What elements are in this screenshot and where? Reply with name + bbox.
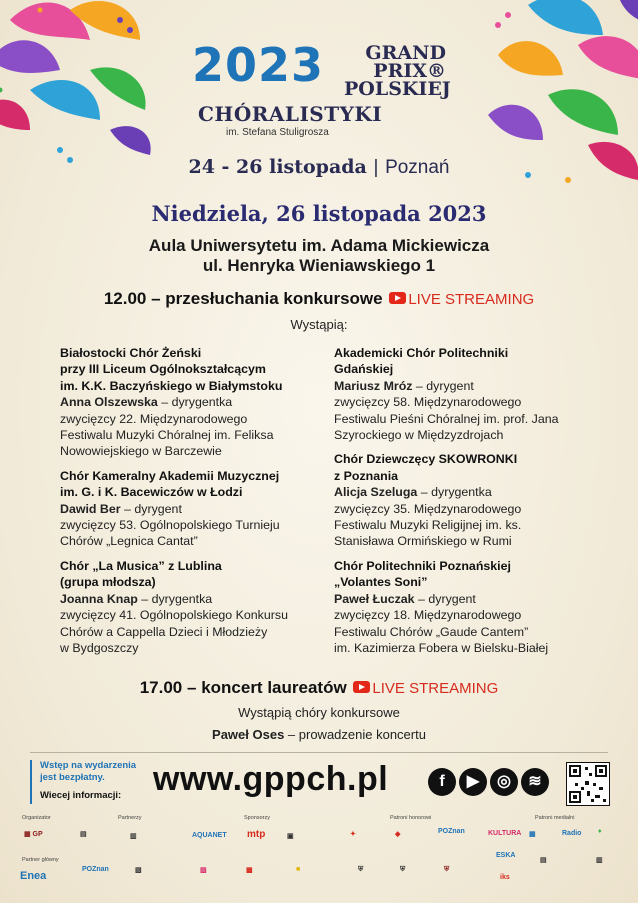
choir-conductor-line: [60, 591, 340, 607]
choir-award: zwycięzcy 18. Międzynarodowego Festiwalu Chórów „Gaude Cantem” im. Kazimierza Fobera w Bielsku-Białej: [334, 608, 549, 655]
media-patron-logo-iks: iks: [500, 874, 510, 881]
sponsor-logo: ▣: [287, 833, 294, 840]
honorary-patron-logo: ⛨: [400, 866, 406, 873]
honorary-patron-logo: ✦: [350, 831, 356, 838]
conductor-role: – dyrygentka: [137, 591, 213, 606]
choir-conductor-line: [334, 591, 614, 607]
live-streaming-link[interactable]: LIVE STREAMING: [372, 680, 499, 697]
label-partners: Partnerzy: [118, 815, 142, 821]
media-patron-logo: ▤: [540, 857, 547, 864]
conductor-name: Dawid Ber: [60, 501, 121, 516]
media-patron-logo-kultura: KULTURA: [488, 830, 522, 837]
conductor-name: Mariusz Mróz: [334, 378, 413, 393]
sponsor-logo: ▨: [200, 867, 207, 874]
choir-entry: [60, 468, 340, 550]
concert-performers: Wystąpią chóry konkursowe: [238, 705, 400, 720]
choir-conductor-line: [334, 378, 614, 394]
honorary-patron-logo: ⛨: [444, 866, 450, 873]
choir-name: Białostocki Chór Żeński przy III Liceum Ogólnokształcącym im. K.K. Baczyńskiego w Białymstoku: [60, 346, 283, 393]
choir-conductor-line: [334, 484, 614, 500]
partner-logo-poznan: POZnan: [82, 866, 109, 873]
conductor-role: – dyrygent: [414, 591, 476, 606]
sponsor-logo-mtp: mtp: [247, 829, 266, 840]
sponsor-logo: ■: [296, 866, 301, 873]
session-laureates-concert: 17.00 – koncert laureatów LIVE STREAMING: [139, 678, 499, 697]
choir-entry: [60, 558, 340, 656]
conductor-role: – dyrygentka: [157, 395, 233, 410]
festival-dates: 24 - 26 listopada | Poznań: [188, 156, 450, 178]
logo-title: GRAND PRIX® POLSKIEJ: [344, 42, 451, 100]
logo-patron: im. Stefana Stuligrosza: [226, 127, 329, 138]
youtube-icon: [389, 292, 406, 304]
main-partner-logo-enea: Enea: [20, 870, 47, 882]
label-honorary-patrons: Patroni honorowi: [390, 815, 432, 821]
choir-entry: [334, 558, 614, 656]
session-auditions: 12.00 – przesłuchania konkursowe LIVE STREAMING: [103, 289, 535, 308]
youtube-icon: [353, 681, 370, 693]
label-organizer: Organizator: [22, 815, 51, 821]
honorary-patron-logo: ⛨: [358, 866, 364, 873]
festival-logo: [192, 38, 452, 138]
choir-conductor-line: [60, 394, 340, 410]
conductor-name: Anna Olszewska: [60, 395, 158, 410]
choir-conductor-line: [60, 501, 340, 517]
choir-name: Chór Politechniki Poznańskiej „Volantes Soni”: [334, 558, 511, 590]
conductor-role: – dyrygent: [412, 378, 474, 393]
media-patron-logo: ▦: [529, 831, 536, 838]
media-patron-logo: ▥: [596, 857, 603, 864]
choirs-right-column: [334, 345, 614, 664]
floral-ornament-left: [0, 0, 170, 180]
choir-award: zwycięzcy 41. Ogólnopolskiego Konkursu Chórów a Cappella Dzieci i Młodzieży w Bydgoszczy: [60, 608, 288, 655]
free-entry-note: Wstęp na wydarzenia jest bezpłatny. Wiecej informacji:: [30, 760, 140, 804]
choir-entry: [60, 345, 340, 460]
performers-label: Wystąpią:: [290, 317, 348, 332]
choir-name: Chór „La Musica” z Lublina (grupa młodsza): [60, 558, 222, 590]
logo-title-last: CHÓRALISTYKI: [198, 102, 383, 126]
live-streaming-link[interactable]: LIVE STREAMING: [408, 291, 535, 308]
honorary-patron-logo: ◆: [395, 831, 401, 838]
conductor-name: Joanna Knap: [60, 591, 138, 606]
partner-logo: ▧: [135, 867, 142, 874]
partner-logo: ▤: [80, 831, 87, 838]
choir-name: Akademicki Chór Politechniki Gdańskiej: [334, 346, 509, 377]
organizer-logo: ▦ GP: [24, 831, 43, 838]
website-link[interactable]: www.gppch.pl: [153, 760, 389, 798]
sponsor-logo: ▩: [246, 867, 253, 874]
youtube-icon[interactable]: ▶: [459, 768, 487, 796]
media-patron-logo-radio: Radio: [562, 830, 582, 837]
media-patron-logo: ♦: [598, 828, 602, 835]
media-patron-logo-eska: ESKA: [496, 852, 516, 859]
sponsor-logo-aquanet: AQUANET: [192, 832, 227, 839]
instagram-icon[interactable]: ◎: [490, 768, 518, 796]
partner-logo: ▥: [130, 833, 137, 840]
label-media-patrons: Patroni medialni: [535, 815, 575, 821]
spotify-icon[interactable]: ≋: [521, 768, 549, 796]
choir-award: zwycięzcy 22. Międzynarodowego Festiwalu Muzyki Chóralnej im. Feliksa Nowowiejskiego w Barczewie: [60, 411, 274, 459]
choir-entry: [334, 451, 614, 549]
event-day: Niedziela, 26 listopada 2023: [151, 201, 487, 226]
choir-award: zwycięzcy 58. Międzynarodowego Festiwalu Pieśni Chóralnej im. prof. Jana Szyrockiego w Międzyzdrojach: [334, 395, 559, 443]
label-sponsors: Sponsorzy: [244, 815, 270, 821]
facebook-icon[interactable]: f: [428, 768, 456, 796]
concert-host: Paweł Oses – prowadzenie koncertu: [212, 727, 426, 742]
choirs-left-column: [60, 345, 340, 664]
qr-code[interactable]: [566, 762, 610, 806]
divider: [30, 752, 608, 753]
venue: Aula Uniwersytetu im. Adama Mickiewicza ul. Henryka Wieniawskiego 1: [148, 236, 490, 275]
choir-name: Chór Dziewczęcy SKOWRONKI z Poznania: [334, 452, 518, 483]
conductor-name: Paweł Łuczak: [334, 591, 415, 606]
logo-year: 2023: [192, 38, 325, 92]
choir-name: Chór Kameralny Akademii Muzycznej im. G. i K. Bacewiczów w Łodzi: [60, 468, 280, 500]
choir-entry: [334, 345, 614, 443]
conductor-role: – dyrygentka: [417, 485, 492, 500]
choir-award: zwycięzcy 35. Międzynarodowego Festiwalu Muzyki Religijnej im. ks. Stanisława Ormińskiego w Rumi: [334, 501, 522, 549]
conductor-role: – dyrygent: [120, 501, 182, 516]
honorary-patron-logo: POZnan: [438, 828, 465, 835]
label-main-partner: Partner główny: [22, 857, 59, 863]
conductor-name: Alicja Szeluga: [334, 485, 418, 500]
choir-award: zwycięzcy 53. Ogólnopolskiego Turnieju Chórów „Legnica Cantat”: [60, 518, 280, 549]
